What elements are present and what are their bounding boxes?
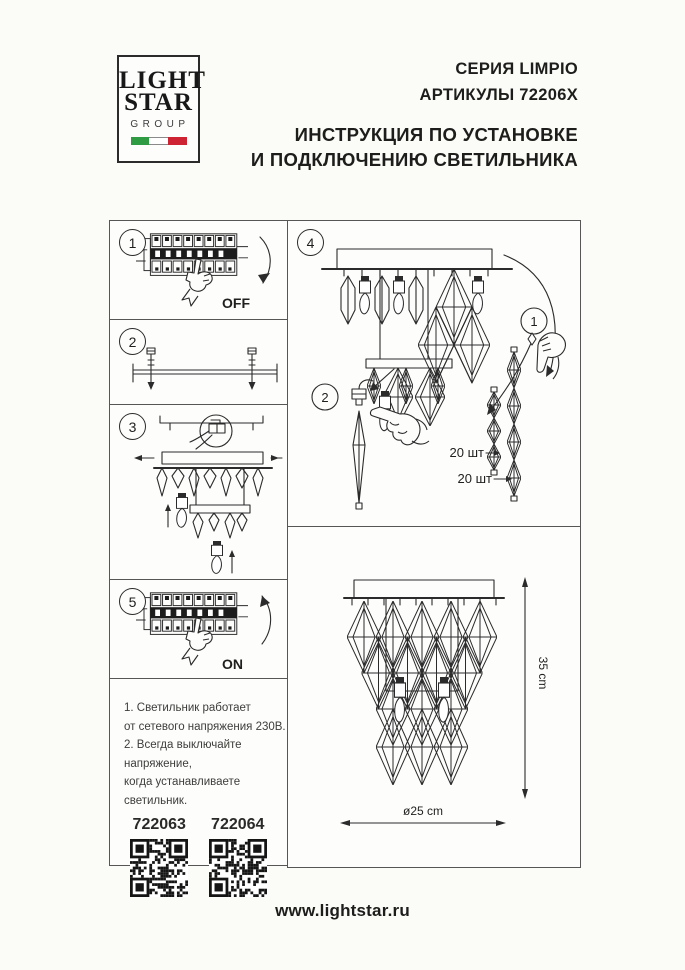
height-label: 35 cm	[536, 656, 550, 690]
qr-code-icon	[130, 839, 188, 897]
document-title	[251, 122, 578, 172]
step-1-number: 1	[119, 229, 146, 256]
arrowhead	[546, 365, 554, 377]
logo-word-group: GROUP	[130, 119, 190, 130]
crystal-row	[193, 513, 247, 538]
diameter-label: ø25 cm	[402, 804, 444, 818]
qr-code-icon	[209, 839, 267, 897]
logo-word-star: STAR	[124, 89, 193, 116]
italy-flag-icon	[131, 137, 187, 145]
quantity-label-a: 20 шт	[449, 445, 484, 460]
document-header	[251, 56, 578, 172]
circuit-breaker-icon	[136, 234, 248, 276]
crystal-hanging-diagram	[288, 221, 580, 526]
substep-1-badge	[521, 308, 547, 334]
step-5-number: 5	[119, 588, 146, 615]
step-5-panel	[109, 579, 288, 679]
ceiling-canopy	[337, 249, 492, 269]
substep-2-badge	[312, 384, 338, 410]
qr-cell-722064	[209, 816, 267, 897]
article-code: 722064	[211, 816, 265, 833]
svg-text:1: 1	[530, 314, 538, 329]
bulb-icon	[212, 541, 223, 573]
bulb-socket-icon	[394, 276, 405, 314]
step-1-panel	[109, 220, 288, 320]
screw-icon	[248, 348, 256, 390]
steps-column-right	[287, 220, 581, 868]
step-3-number: 3	[119, 413, 146, 440]
arrowhead	[258, 273, 270, 283]
crystal-strip	[487, 387, 501, 475]
step-4-number: 4	[297, 229, 324, 256]
series-name: СЕРИЯ LIMPIO	[455, 60, 578, 78]
steps-column-left	[109, 220, 288, 866]
note-line: от сетевого напряжения 230В.	[124, 720, 286, 733]
circuit-breaker-icon	[136, 593, 248, 635]
screw-icon	[147, 348, 155, 390]
logo-word-light: LIGHT	[119, 67, 206, 94]
bulb-icon	[439, 677, 450, 722]
terminal-block-detail	[190, 415, 232, 449]
bulb-icon	[177, 493, 188, 527]
arrow-to-clip	[374, 369, 394, 387]
switch-on-label: ON	[222, 656, 243, 672]
bulb-icon	[395, 677, 406, 722]
bulb-socket-icon	[473, 276, 484, 314]
height-dimension	[522, 577, 550, 799]
article-numbers: АРТИКУЛЫ 72206X	[419, 86, 578, 104]
ceiling-canopy	[354, 580, 494, 598]
crystal-lattice	[347, 601, 497, 785]
ceiling-plate	[134, 452, 282, 468]
note-line: 2. Всегда выключайте напряжение,	[124, 739, 242, 770]
quantity-label-b: 20 шт	[457, 471, 492, 486]
pointing-hand-icon	[182, 259, 212, 306]
diameter-dimension	[340, 804, 506, 826]
switch-off-label: OFF	[222, 295, 250, 311]
step-2-number: 2	[119, 328, 146, 355]
crystal-pendants	[341, 276, 423, 324]
lightstar-logo	[117, 55, 206, 163]
note-line: 1. Светильник работает	[124, 702, 251, 714]
final-view-panel	[287, 526, 581, 868]
notes-panel	[109, 678, 288, 866]
step-4-panel	[287, 220, 581, 527]
pointing-hand-icon	[370, 407, 429, 445]
title-line-2: И ПОДКЛЮЧЕНИЮ СВЕТИЛЬНИКА	[250, 149, 578, 170]
article-code: 722063	[132, 816, 186, 833]
step-2-panel	[109, 319, 288, 405]
arrowhead	[260, 596, 270, 607]
assembled-chandelier-diagram	[288, 527, 580, 867]
step-3-panel	[109, 404, 288, 580]
website-url: www.lightstar.ru	[275, 901, 410, 920]
note-line: когда устанавливаете светильник.	[124, 776, 241, 807]
bulb-socket-icon	[360, 276, 371, 314]
crystal-row	[157, 468, 263, 496]
qr-row	[110, 810, 287, 897]
pointing-hand-icon	[182, 618, 212, 665]
safety-notes	[110, 679, 287, 810]
title-line-1: ИНСТРУКЦИЯ ПО УСТАНОВКЕ	[294, 124, 578, 145]
qr-cell-722063	[130, 816, 188, 897]
svg-text:2: 2	[321, 390, 329, 405]
crystal-strip	[353, 411, 365, 509]
